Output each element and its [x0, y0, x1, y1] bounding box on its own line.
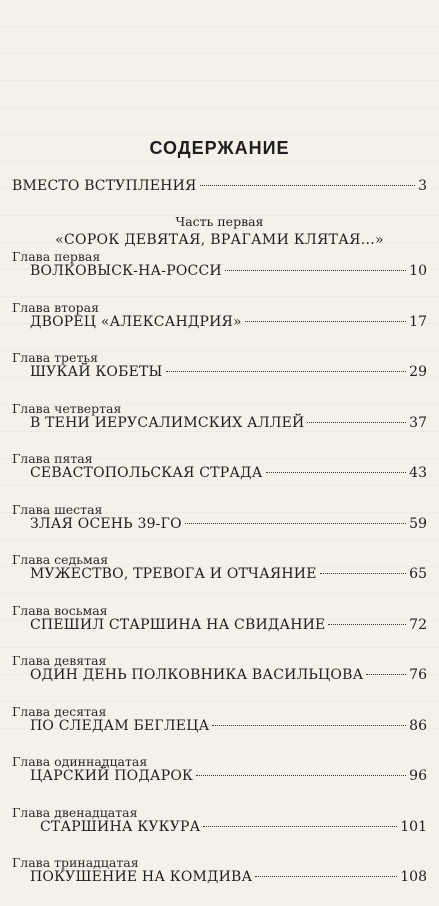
chapter-title: СТАРШИНА КУКУРА [40, 818, 201, 835]
intro-page-number: 3 [418, 178, 427, 194]
chapter-label: Глава четвертая [12, 400, 122, 416]
toc-entries [0, 249, 439, 906]
toc-entry[interactable] [0, 300, 439, 351]
page-number: 17 [409, 313, 427, 330]
part-label: Часть первая [175, 214, 264, 229]
leader-dots [185, 523, 406, 524]
chapter-title: ЦАРСКИЙ ПОДАРОК [30, 768, 194, 784]
part-title: «СОРОК ДЕВЯТАЯ, ВРАГАМИ КЛЯТАЯ...» [55, 232, 384, 248]
toc-title: СОДЕРЖАНИЕ [149, 138, 290, 158]
chapter-label: Глава седьмая [12, 552, 109, 567]
leader-dots [225, 270, 406, 271]
leader-dots [245, 321, 406, 322]
chapter-label: Глава десятая [12, 703, 107, 719]
chapter-label: Глава пятая [12, 451, 93, 466]
leader-dots [255, 876, 397, 877]
leader-dots [366, 674, 406, 675]
toc-intro-entry[interactable] [12, 178, 427, 194]
page-number: 96 [409, 768, 427, 784]
chapter-title: СПЕШИЛ СТАРШИНА НА СВИДАНИЕ [30, 616, 326, 633]
toc-entry[interactable] [0, 502, 439, 553]
page-number: 29 [409, 364, 427, 380]
toc-entry[interactable] [0, 653, 439, 704]
chapter-label: Глава восьмая [12, 602, 108, 618]
chapter-label: Глава первая [12, 249, 101, 264]
leader-dots [166, 371, 407, 372]
chapter-label: Глава шестая [12, 501, 103, 517]
leader-dots [212, 725, 406, 726]
chapter-title: ДВОРЕЦ «АЛЕКСАНДРИЯ» [30, 313, 242, 330]
leader-dots [203, 826, 397, 827]
leader-dots [200, 185, 416, 186]
chapter-title: ПО СЛЕДАМ БЕГЛЕЦА [30, 717, 210, 734]
page-number: 101 [400, 818, 427, 835]
page-number: 72 [409, 616, 427, 633]
page-number: 65 [409, 566, 427, 582]
toc-entry[interactable] [0, 805, 439, 856]
chapter-title: ШУКАЙ КОБЕТЫ [30, 364, 163, 380]
leader-dots [320, 573, 407, 574]
page-number: 59 [409, 515, 427, 532]
chapter-label: Глава вторая [12, 299, 99, 315]
page-number: 43 [409, 465, 427, 481]
leader-dots [307, 422, 406, 423]
chapter-title: ПОКУШЕНИЕ НА КОМДИВА [30, 869, 253, 885]
toc-entry[interactable] [0, 754, 439, 805]
chapter-label: Глава третья [12, 350, 99, 365]
page-number: 108 [400, 869, 427, 885]
toc-entry[interactable] [0, 451, 439, 502]
leader-dots [328, 624, 406, 625]
toc-entry[interactable] [0, 855, 439, 906]
toc-entry[interactable] [0, 704, 439, 755]
chapter-label: Глава тринадцатая [12, 855, 139, 870]
page-number: 10 [409, 263, 427, 279]
chapter-label: Глава одиннадцатая [12, 754, 148, 769]
chapter-title: ОДИН ДЕНЬ ПОЛКОВНИКА ВАСИЛЬЦОВА [30, 667, 364, 683]
chapter-title: МУЖЕСТВО, ТРЕВОГА И ОТЧАЯНИЕ [30, 566, 317, 582]
toc-entry[interactable] [0, 552, 439, 603]
page-number: 76 [409, 667, 427, 683]
intro-title: ВМЕСТО ВСТУПЛЕНИЯ [12, 178, 197, 194]
toc-entry[interactable] [0, 603, 439, 654]
toc-entry[interactable] [0, 401, 439, 452]
toc-entry[interactable] [0, 350, 439, 401]
chapter-label: Глава девятая [12, 653, 107, 668]
page-number: 86 [409, 717, 427, 734]
toc-entry[interactable] [0, 249, 439, 300]
page-number: 37 [409, 414, 427, 431]
chapter-title: ЗЛАЯ ОСЕНЬ 39-ГО [30, 515, 182, 532]
leader-dots [196, 775, 406, 776]
chapter-title: В ТЕНИ ИЕРУСАЛИМСКИХ АЛЛЕЙ [30, 414, 305, 431]
chapter-label: Глава двенадцатая [12, 804, 138, 820]
chapter-title: ВОЛКОВЫСК-НА-РОССИ [30, 263, 222, 279]
leader-dots [266, 472, 407, 473]
chapter-title: СЕВАСТОПОЛЬСКАЯ СТРАДА [30, 465, 263, 481]
